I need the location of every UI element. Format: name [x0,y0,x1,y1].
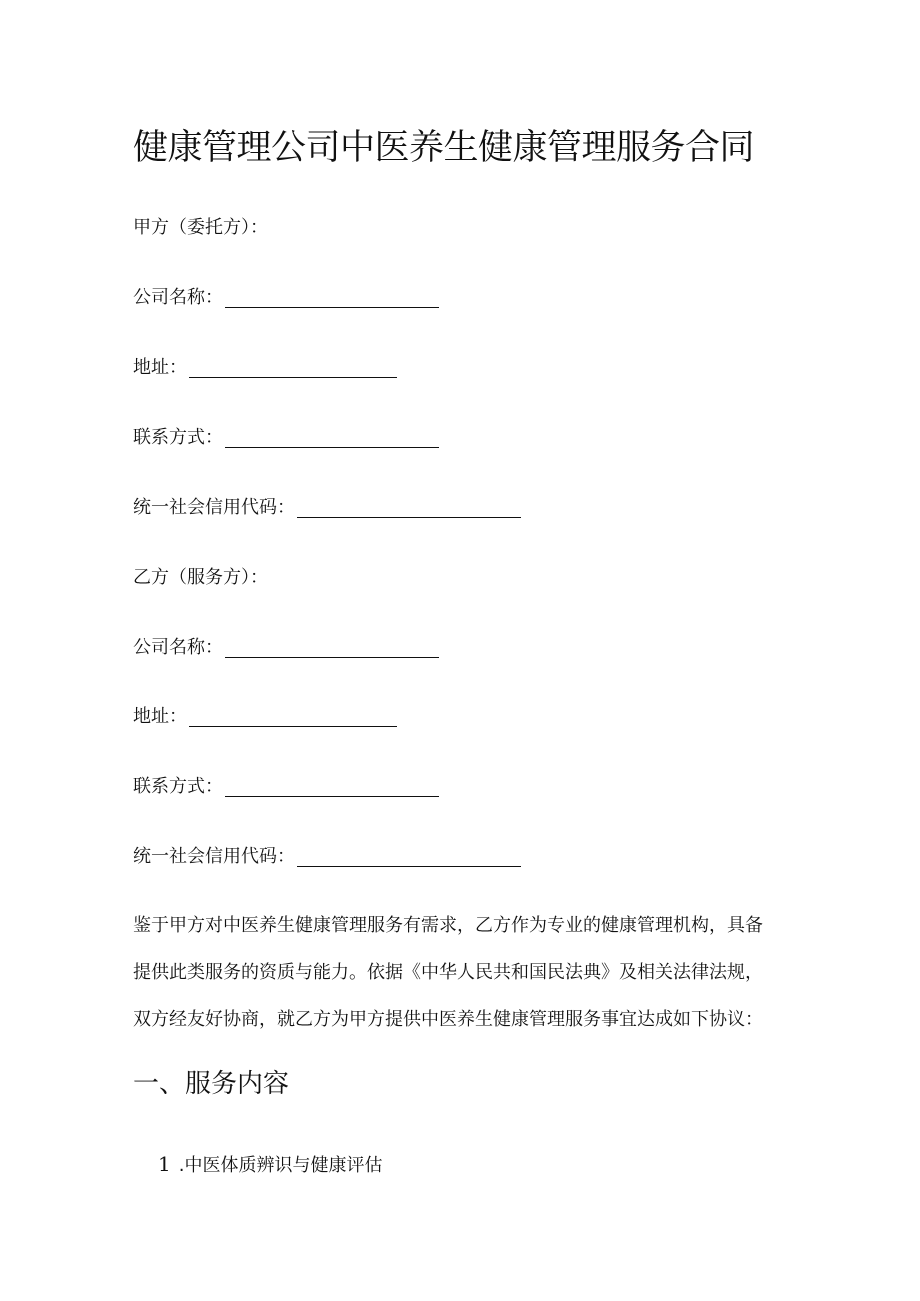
party-b-address-blank[interactable] [189,706,397,727]
party-a-credit-code-row [133,494,521,522]
party-a-contact-row [133,424,439,452]
section-1-item-1 [158,1150,382,1180]
party-a-credit-code-blank[interactable] [297,497,521,518]
party-b-credit-code-blank[interactable] [297,846,521,867]
party-b-contact-label: 联系方式： [133,776,223,797]
preamble-line-3: 双方经友好协商，就乙方为甲方提供中医养生健康管理服务事宜达成如下协议： [133,1009,763,1030]
party-b-address-row [133,703,397,731]
party-b-company-label: 公司名称： [133,637,223,658]
contract-title: 健康管理公司中医养生健康管理服务合同 [133,128,755,168]
party-b-contact-blank[interactable] [225,776,439,797]
party-a-credit-code-label: 统一社会信用代码： [133,497,295,518]
party-a-address-blank[interactable] [189,357,397,378]
section-1-heading: 一、服务内容 [133,1069,290,1099]
preamble-line-1: 鉴于甲方对中医养生健康管理服务有需求，乙方作为专业的健康管理机构，具备 [133,915,763,936]
party-b-contact-row [133,773,439,801]
party-a-company-blank[interactable] [225,287,439,308]
section-1-item-1-text: .中医体质辨识与健康评估 [178,1155,383,1176]
party-b-company-row [133,634,439,662]
preamble-paragraph [133,902,783,1043]
party-a-heading-text: 甲方（委托方）： [133,217,268,238]
party-a-company-label: 公司名称： [133,287,223,308]
party-b-address-label: 地址： [133,706,187,727]
party-a-contact-blank[interactable] [225,427,439,448]
party-a-address-label: 地址： [133,357,187,378]
party-b-heading-text: 乙方（服务方）： [133,567,268,588]
party-a-contact-label: 联系方式： [133,427,223,448]
party-b-company-blank[interactable] [225,637,439,658]
party-a-address-row [133,354,397,382]
party-b-credit-code-label: 统一社会信用代码： [133,846,295,867]
party-a-heading [133,214,268,242]
party-a-company-row [133,284,439,312]
party-b-credit-code-row [133,843,521,871]
section-1-item-1-number: 1 [158,1152,171,1176]
party-b-heading [133,564,268,592]
preamble-line-2: 提供此类服务的资质与能力。依据《中华人民共和国民法典》及相关法律法规， [133,962,763,983]
